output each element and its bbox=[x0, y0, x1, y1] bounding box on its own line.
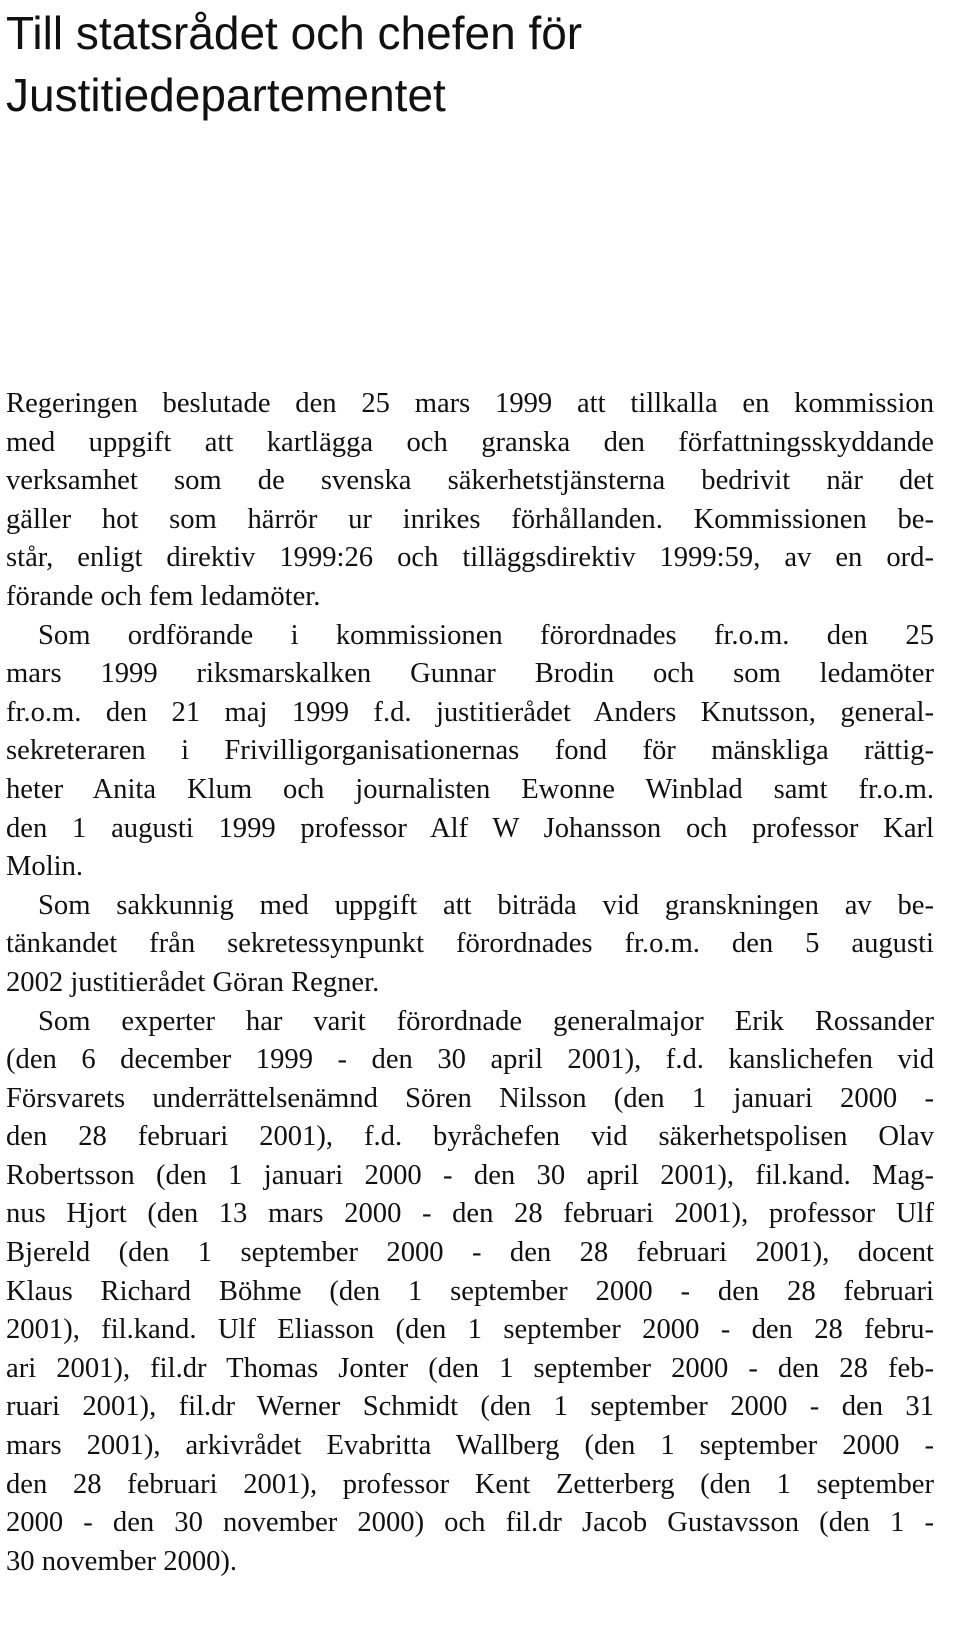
title-line-2: Justitiedepartementet bbox=[6, 69, 446, 121]
text-line: Bjereld (den 1 september 2000 - den 28 februari 2001), docent bbox=[6, 1237, 934, 1269]
text-line: den 1 augusti 1999 professor Alf W Johansson och professor Karl bbox=[6, 812, 934, 844]
text-line: Klaus Richard Böhme (den 1 september 2000 - den 28 februari bbox=[6, 1275, 934, 1307]
text-line: ari 2001), fil.dr Thomas Jonter (den 1 september 2000 - den 28 feb- bbox=[6, 1352, 934, 1384]
text-line: Regeringen beslutade den 25 mars 1999 att tillkalla en kommission bbox=[6, 388, 934, 419]
text-line: Som experter har varit förordnade generalmajor Erik Rossander bbox=[38, 1005, 934, 1037]
text-line: mars 2001), arkivrådet Evabritta Wallberg (den 1 september 2000 - bbox=[6, 1430, 934, 1462]
text-line: står, enligt direktiv 1999:26 och tilläggsdirektiv 1999:59, av en ord- bbox=[6, 542, 934, 574]
text-line: (den 6 december 1999 - den 30 april 2001), f.d. kanslichefen vid bbox=[6, 1044, 934, 1076]
text-line: Som ordförande i kommissionen förordnades fr.o.m. den 25 bbox=[38, 619, 934, 651]
text-line: Robertsson (den 1 januari 2000 - den 30 april 2001), fil.kand. Mag- bbox=[6, 1159, 934, 1191]
text-line: 2001), fil.kand. Ulf Eliasson (den 1 september 2000 - den 28 febru- bbox=[6, 1314, 934, 1346]
body-text bbox=[6, 385, 934, 1581]
text-line: förande och fem ledamöter. bbox=[6, 580, 321, 612]
title-line-1: Till statsrådet och chefen för bbox=[6, 7, 583, 59]
text-line: nus Hjort (den 13 mars 2000 - den 28 februari 2001), professor Ulf bbox=[6, 1198, 934, 1230]
text-line: tänkandet från sekretessynpunkt förordnades fr.o.m. den 5 augusti bbox=[6, 928, 934, 960]
text-line: 2000 - den 30 november 2000) och fil.dr Jacob Gustavsson (den 1 - bbox=[6, 1507, 934, 1539]
text-line: Molin. bbox=[6, 851, 84, 883]
text-line: heter Anita Klum och journalisten Ewonne Winblad samt fr.o.m. bbox=[6, 773, 934, 805]
text-line: gäller hot som härrör ur inrikes förhållanden. Kommissionen be- bbox=[6, 503, 934, 535]
text-line: verksamhet som de svenska säkerhetstjänsterna bedrivit när det bbox=[6, 465, 934, 497]
text-line: 30 november 2000). bbox=[6, 1545, 238, 1577]
text-line: sekreteraren i Frivilligorganisationernas fond för mänskliga rättig- bbox=[6, 735, 934, 767]
text-line: den 28 februari 2001), f.d. byråchefen vid säkerhetspolisen Olav bbox=[6, 1121, 934, 1153]
page-title bbox=[6, 2, 582, 126]
text-line: fr.o.m. den 21 maj 1999 f.d. justitierådet Anders Knutsson, general- bbox=[6, 696, 934, 728]
text-line: med uppgift att kartlägga och granska den författningsskyddande bbox=[6, 426, 934, 458]
text-line: Försvarets underrättelsenämnd Sören Nilsson (den 1 januari 2000 - bbox=[6, 1082, 934, 1114]
text-line: Som sakkunnig med uppgift att biträda vid granskningen av be- bbox=[38, 889, 934, 921]
text-line: den 28 februari 2001), professor Kent Zetterberg (den 1 september bbox=[6, 1468, 934, 1500]
text-line: mars 1999 riksmarskalken Gunnar Brodin och som ledamöter bbox=[6, 658, 934, 690]
text-line: 2002 justitierådet Göran Regner. bbox=[6, 966, 380, 998]
text-line: ruari 2001), fil.dr Werner Schmidt (den 1 september 2000 - den 31 bbox=[6, 1391, 934, 1423]
